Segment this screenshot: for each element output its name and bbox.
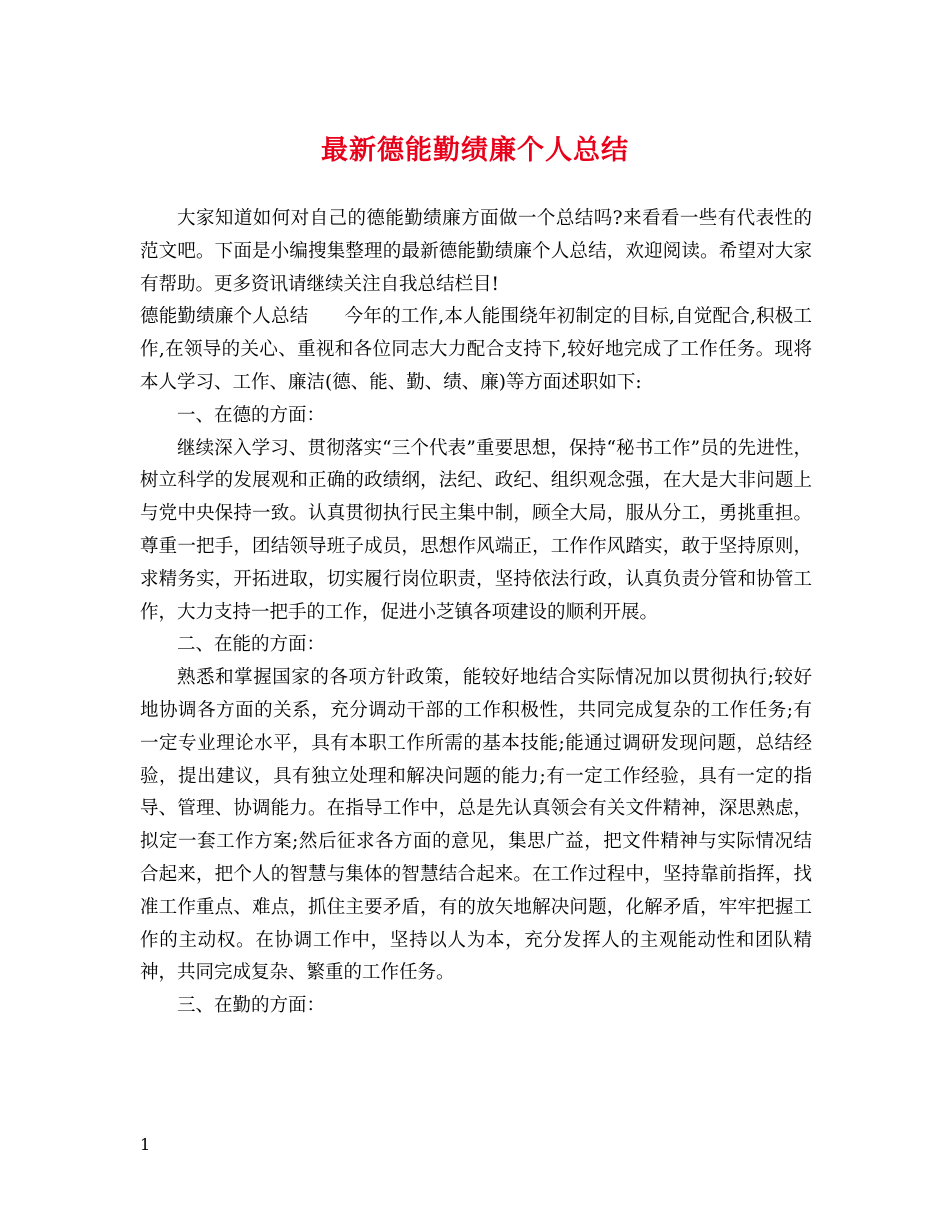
section-body-de: 继续深入学习、贯彻落实“三个代表”重要思想，保持“秘书工作”员的先进性，树立科学的发展观和正确的政绩纲，法纪、政纪、组织观念强，在大是大非问题上与党中央保持一致。认真贯彻执行民主集中制，顾全大局，服从分工，勇挑重担。尊重一把手，团结领导班子成员，思想作风端正，工作作风踏实，敢于坚持原则，求精务实，开拓进取，切实履行岗位职责，坚持依法行政，认真负责分管和协管工作，大力支持一把手的工作，促进小芝镇各项建设的顺利开展。 <box>140 437 812 623</box>
lead-paragraph <box>140 301 812 399</box>
section-heading-de: 一、在德的方面： <box>177 404 326 426</box>
document-title: 最新德能勤绩廉个人总结 <box>321 135 629 166</box>
intro-paragraph: 大家知道如何对自己的德能勤绩廉方面做一个总结吗?来看看一些有代表性的范文吧。下面是小编搜集整理的最新德能勤绩廉个人总结，欢迎阅读。希望对大家有帮助。更多资讯请继续关注自我总结栏目! <box>140 208 812 295</box>
document-body <box>140 203 812 1023</box>
section-heading-qin: 三、在勤的方面： <box>177 995 326 1017</box>
lead-label: 德能勤绩廉个人总结 <box>140 306 309 328</box>
page-number: 1 <box>140 1135 151 1154</box>
lead-text: 今年的工作,本人能围绕年初制定的目标,自觉配合,积极工作,在领导的关心、重视和各位同志大力配合支持下,较好地完成了工作任务。现将本人学习、工作、廉洁(德、能、勤、绩、廉)等方面述职如下: <box>140 306 812 393</box>
section-heading-neng: 二、在能的方面： <box>177 634 326 656</box>
section-body-neng: 熟悉和掌握国家的各项方针政策，能较好地结合实际情况加以贯彻执行;较好地协调各方面的关系，充分调动干部的工作积极性，共同完成复杂的工作任务;有一定专业理论水平，具有本职工作所需的基本技能;能通过调研发现问题，总结经验，提出建议，具有独立处理和解决问题的能力;有一定工作经验，具有一定的指导、管理、协调能力。在指导工作中，总是先认真领会有关文件精神，深思熟虑，拟定一套工作方案;然后征求各方面的意见，集思广益，把文件精神与实际情况结合起来，把个人的智慧与集体的智慧结合起来。在工作过程中，坚持靠前指挥，找准工作重点、难点，抓住主要矛盾，有的放矢地解决问题，化解矛盾，牢牢把握工作的主动权。在协调工作中，坚持以人为本，充分发挥人的主观能动性和团队精神，共同完成复杂、繁重的工作任务。 <box>140 667 812 984</box>
